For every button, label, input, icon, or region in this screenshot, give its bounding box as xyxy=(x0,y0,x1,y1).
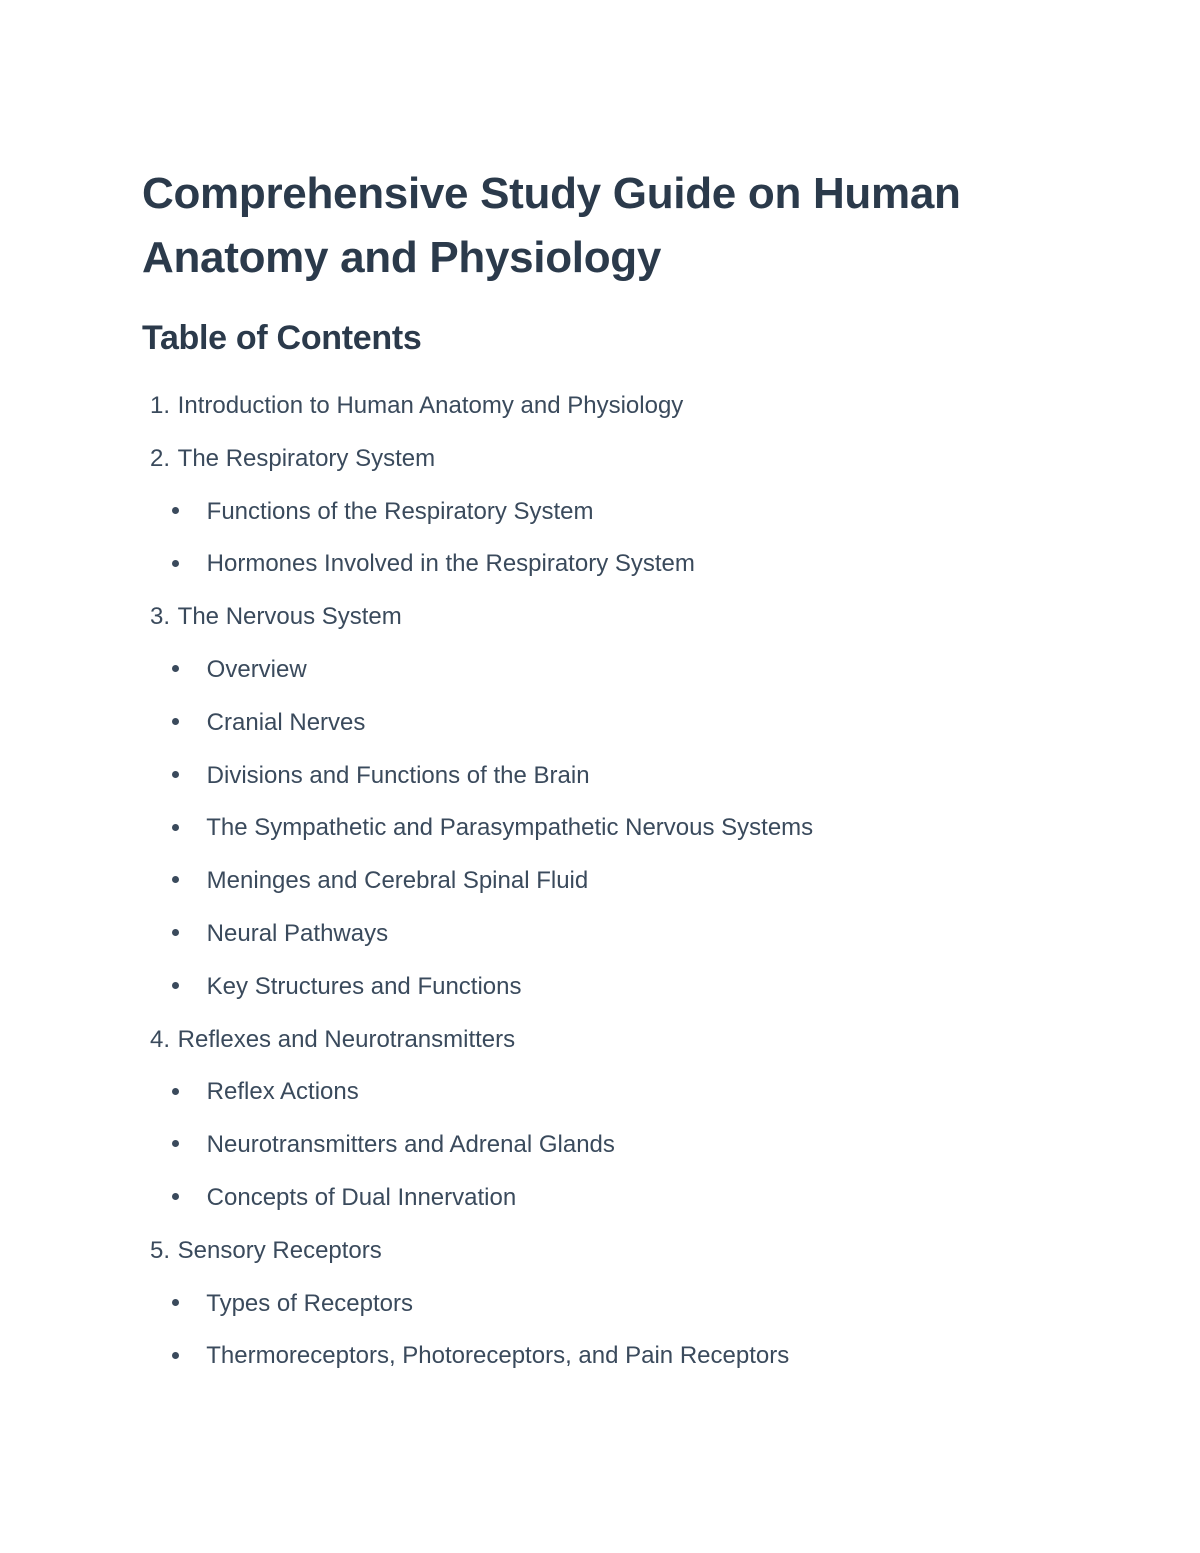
toc-section-title: Reflexes and Neurotransmitters xyxy=(177,1025,516,1053)
toc-section-4 xyxy=(142,1014,1082,1067)
toc-section-5 xyxy=(142,1225,1082,1278)
bullet-icon xyxy=(172,1193,179,1200)
toc-subitem xyxy=(142,1066,1082,1119)
toc-subitem xyxy=(142,1330,1082,1383)
toc-section-number: 5. xyxy=(149,1236,170,1264)
document-title: Comprehensive Study Guide on Human Anatomy and Physiology xyxy=(142,169,961,282)
toc-subitem-text: Hormones Involved in the Respiratory System xyxy=(206,550,695,578)
toc-subitem xyxy=(142,1278,1082,1331)
document-page xyxy=(142,0,1102,1553)
bullet-icon xyxy=(172,718,179,725)
toc-subitem xyxy=(142,1172,1082,1225)
toc-subitem-text: Reflex Actions xyxy=(206,1078,359,1106)
toc-subitem-text: Neurotransmitters and Adrenal Glands xyxy=(206,1131,615,1159)
toc-section-number: 4. xyxy=(149,1025,170,1053)
toc-subitem xyxy=(142,697,1082,750)
bullet-icon xyxy=(172,1299,179,1306)
toc-subitem xyxy=(142,538,1082,591)
toc-section-title: The Respiratory System xyxy=(177,444,436,472)
toc-section-3 xyxy=(142,591,1082,644)
toc-section-number: 1. xyxy=(149,392,170,419)
toc-section-1 xyxy=(142,380,1082,433)
toc-subitem-text: Divisions and Functions of the Brain xyxy=(206,761,590,789)
toc-subitem-text: Key Structures and Functions xyxy=(206,972,522,1000)
toc-subitem xyxy=(142,802,1082,855)
bullet-icon xyxy=(172,1140,179,1147)
toc-subitem-text: Thermoreceptors, Photoreceptors, and Pain Receptors xyxy=(206,1342,790,1370)
toc-subitem xyxy=(142,750,1082,803)
toc-subitem-text: Types of Receptors xyxy=(206,1289,413,1317)
toc-heading: Table of Contents xyxy=(142,319,422,357)
toc-subitem-text: The Sympathetic and Parasympathetic Nervous Systems xyxy=(206,814,814,842)
table-of-contents xyxy=(142,380,1082,1383)
toc-subitem-text: Cranial Nerves xyxy=(206,708,366,736)
toc-subitem xyxy=(142,961,1082,1014)
toc-subitem xyxy=(142,644,1082,697)
toc-section-2 xyxy=(142,433,1082,486)
toc-subitem xyxy=(142,908,1082,961)
bullet-icon xyxy=(172,1352,179,1359)
toc-section-number: 2. xyxy=(149,444,170,472)
toc-section-number: 3. xyxy=(149,603,170,631)
toc-subitem-text: Overview xyxy=(206,655,307,683)
bullet-icon xyxy=(172,929,179,936)
bullet-icon xyxy=(172,560,179,567)
toc-subitem-text: Neural Pathways xyxy=(206,919,389,947)
toc-subitem-text: Functions of the Respiratory System xyxy=(206,497,594,525)
toc-subitem xyxy=(142,1119,1082,1172)
toc-subitem xyxy=(142,855,1082,908)
bullet-icon xyxy=(172,982,179,989)
toc-subitem-text: Concepts of Dual Innervation xyxy=(206,1183,517,1211)
bullet-icon xyxy=(172,876,179,883)
bullet-icon xyxy=(172,824,179,831)
toc-section-title: Sensory Receptors xyxy=(177,1236,382,1264)
toc-section-title: The Nervous System xyxy=(177,603,402,631)
bullet-icon xyxy=(172,665,179,672)
toc-subitem-text: Meninges and Cerebral Spinal Fluid xyxy=(206,867,589,895)
bullet-icon xyxy=(172,1088,179,1095)
toc-subitem xyxy=(142,486,1082,539)
bullet-icon xyxy=(172,507,179,514)
toc-section-title: Introduction to Human Anatomy and Physiology xyxy=(177,392,684,419)
bullet-icon xyxy=(172,771,179,778)
